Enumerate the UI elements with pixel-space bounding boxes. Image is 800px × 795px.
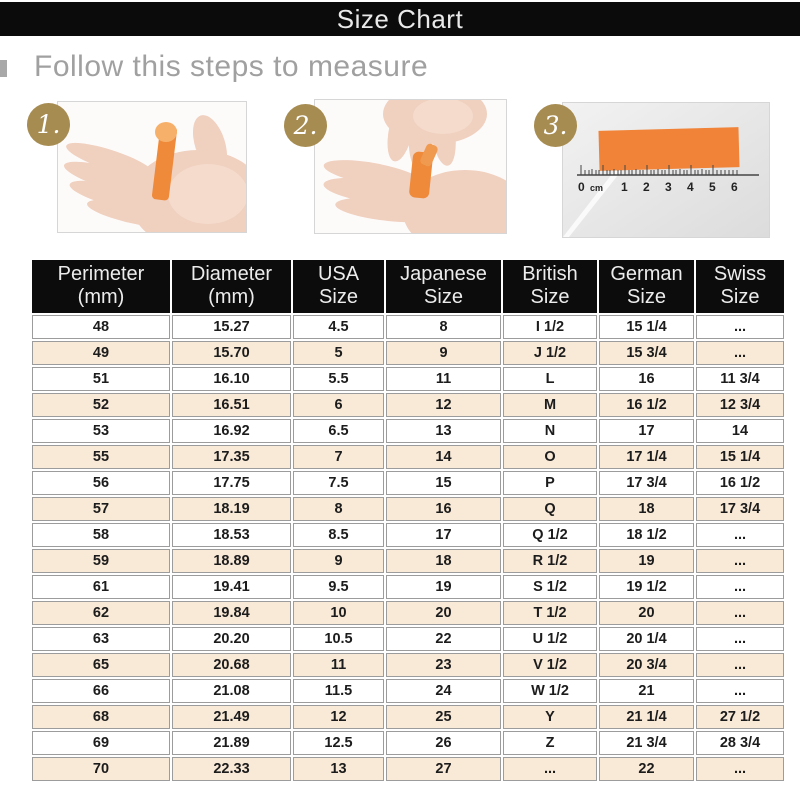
table-cell: ... [696,679,784,703]
table-cell: ... [696,757,784,781]
table-cell: S 1/2 [503,575,597,599]
table-cell: 11 [293,653,384,677]
table-cell: Z [503,731,597,755]
table-cell: 20 3/4 [599,653,694,677]
table-cell: 51 [32,367,170,391]
table-cell: 20 [599,601,694,625]
table-row [32,653,784,677]
table-cell: 56 [32,471,170,495]
table-cell: 15 [386,471,501,495]
table-cell: 19 1/2 [599,575,694,599]
table-cell: ... [696,627,784,651]
table-cell: 4.5 [293,315,384,339]
table-cell: 65 [32,653,170,677]
hands-wrapping-strip-illustration [315,100,506,233]
table-row [32,757,784,781]
svg-text:6: 6 [731,180,738,194]
table-header-row [32,260,784,313]
table-cell: 16 [386,497,501,521]
table-cell: 21.08 [172,679,291,703]
table-row [32,497,784,521]
table-cell: ... [696,549,784,573]
table-cell: ... [696,341,784,365]
table-cell: 27 [386,757,501,781]
table-cell: 8 [293,497,384,521]
table-cell: P [503,471,597,495]
table-cell: U 1/2 [503,627,597,651]
table-row [32,627,784,651]
table-cell: 17.75 [172,471,291,495]
svg-text:cm: cm [590,183,604,193]
table-cell: 68 [32,705,170,729]
table-row [32,679,784,703]
step-2-photo [314,99,507,234]
svg-text:0: 0 [578,180,585,194]
table-cell: ... [503,757,597,781]
table-cell: 13 [293,757,384,781]
table-cell: 18 [386,549,501,573]
svg-text:3: 3 [665,180,672,194]
table-cell: 20.68 [172,653,291,677]
step-1-photo [57,101,247,233]
ring-size-table [30,258,786,783]
table-cell: V 1/2 [503,653,597,677]
table-row [32,419,784,443]
table-cell: 52 [32,393,170,417]
table-cell: 18.53 [172,523,291,547]
table-cell: 58 [32,523,170,547]
table-cell: 16.92 [172,419,291,443]
table-cell: 13 [386,419,501,443]
table-cell: 19 [599,549,694,573]
table-row [32,549,784,573]
table-cell: ... [696,653,784,677]
table-row [32,341,784,365]
svg-text:1: 1 [621,180,628,194]
svg-text:2: 2 [643,180,650,194]
ruler-measuring-illustration [563,103,769,237]
table-cell: 26 [386,731,501,755]
table-cell: 10.5 [293,627,384,651]
table-cell: 24 [386,679,501,703]
table-cell: 27 1/2 [696,705,784,729]
table-cell: 21 3/4 [599,731,694,755]
hand-with-strip-illustration [58,102,246,232]
table-cell: 16.10 [172,367,291,391]
table-cell: 53 [32,419,170,443]
table-cell: 17 [386,523,501,547]
table-cell: 17 [599,419,694,443]
table-cell: 21.89 [172,731,291,755]
table-cell: 16.51 [172,393,291,417]
table-cell: 63 [32,627,170,651]
page-title: Size Chart [336,3,464,34]
table-cell: 61 [32,575,170,599]
table-cell: Q 1/2 [503,523,597,547]
table-cell: 21 [599,679,694,703]
table-cell: 7 [293,445,384,469]
table-cell: 69 [32,731,170,755]
table-cell: 19.84 [172,601,291,625]
table-cell: 9 [293,549,384,573]
table-cell: I 1/2 [503,315,597,339]
table-cell: 15.70 [172,341,291,365]
table-row [32,575,784,599]
column-header-german-size: German Size [599,260,694,313]
table-cell: 55 [32,445,170,469]
table-cell: ... [696,601,784,625]
table-cell: ... [696,523,784,547]
cropped-text-artifact [0,60,7,77]
column-header-perimeter: Perimeter (mm) [32,260,170,313]
table-cell: O [503,445,597,469]
table-cell: T 1/2 [503,601,597,625]
table-cell: R 1/2 [503,549,597,573]
svg-text:4: 4 [687,180,694,194]
table-cell: 9.5 [293,575,384,599]
table-cell: 16 1/2 [696,471,784,495]
table-cell: 17.35 [172,445,291,469]
table-cell: 19 [386,575,501,599]
step-3-photo [562,102,770,238]
column-header-british-size: British Size [503,260,597,313]
table-cell: 6.5 [293,419,384,443]
table-cell: 12 3/4 [696,393,784,417]
table-cell: 9 [386,341,501,365]
table-cell: 28 3/4 [696,731,784,755]
table-cell: 25 [386,705,501,729]
table-cell: 17 3/4 [696,497,784,521]
table-cell: 48 [32,315,170,339]
table-row [32,731,784,755]
table-cell: 20 1/4 [599,627,694,651]
table-cell: 16 [599,367,694,391]
step-2-badge: 2. [284,104,327,147]
table-cell: 15.27 [172,315,291,339]
table-cell: 18 [599,497,694,521]
table-cell: W 1/2 [503,679,597,703]
column-header-diameter: Diameter (mm) [172,260,291,313]
table-row [32,445,784,469]
table-cell: 49 [32,341,170,365]
table-cell: ... [696,575,784,599]
table-cell: 11.5 [293,679,384,703]
table-row [32,523,784,547]
table-cell: Q [503,497,597,521]
table-cell: 15 3/4 [599,341,694,365]
table-cell: M [503,393,597,417]
table-cell: N [503,419,597,443]
instructions-heading: Follow this steps to measure [34,50,429,83]
table-cell: 23 [386,653,501,677]
table-row [32,315,784,339]
column-header-swiss-size: Swiss Size [696,260,784,313]
table-cell: 22 [599,757,694,781]
table-cell: 62 [32,601,170,625]
table-cell: 8.5 [293,523,384,547]
table-cell: 14 [386,445,501,469]
table-row [32,393,784,417]
table-cell: Y [503,705,597,729]
table-cell: 22 [386,627,501,651]
table-cell: 8 [386,315,501,339]
table-cell: 66 [32,679,170,703]
table-cell: 6 [293,393,384,417]
table-cell: 15 1/4 [696,445,784,469]
column-header-usa-size: USA Size [293,260,384,313]
table-cell: 5 [293,341,384,365]
table-cell: 18.19 [172,497,291,521]
table-cell: 21.49 [172,705,291,729]
table-cell: 12 [293,705,384,729]
table-cell: 12 [386,393,501,417]
table-cell: 16 1/2 [599,393,694,417]
table-cell: 17 1/4 [599,445,694,469]
table-cell: 7.5 [293,471,384,495]
table-cell: J 1/2 [503,341,597,365]
orange-strip [599,127,740,171]
table-cell: 17 3/4 [599,471,694,495]
table-cell: 11 3/4 [696,367,784,391]
step-3-badge: 3. [534,104,577,147]
table-cell: 14 [696,419,784,443]
svg-text:5: 5 [709,180,716,194]
title-bar [0,2,800,36]
table-row [32,705,784,729]
table-cell: 15 1/4 [599,315,694,339]
table-cell: 12.5 [293,731,384,755]
table-cell: 59 [32,549,170,573]
table-cell: 20.20 [172,627,291,651]
table-row [32,471,784,495]
table-cell: L [503,367,597,391]
table-cell: 18 1/2 [599,523,694,547]
table-cell: 11 [386,367,501,391]
table-cell: ... [696,315,784,339]
table-cell: 19.41 [172,575,291,599]
table-cell: 5.5 [293,367,384,391]
table-cell: 10 [293,601,384,625]
table-cell: 57 [32,497,170,521]
table-cell: 18.89 [172,549,291,573]
step-1-badge: 1. [27,103,70,146]
table-row [32,367,784,391]
table-cell: 70 [32,757,170,781]
table-row [32,601,784,625]
table-cell: 22.33 [172,757,291,781]
table-cell: 20 [386,601,501,625]
column-header-japanese-size: Japanese Size [386,260,501,313]
size-table-body [32,315,784,781]
table-cell: 21 1/4 [599,705,694,729]
